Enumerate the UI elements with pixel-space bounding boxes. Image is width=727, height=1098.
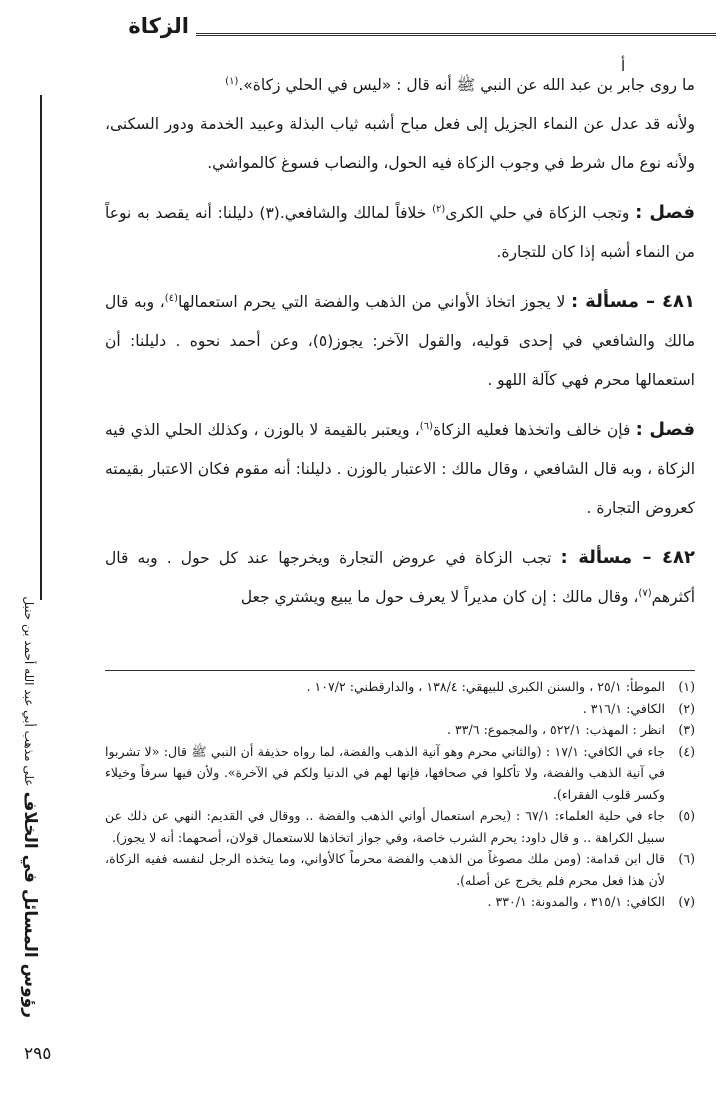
paragraph	[105, 105, 695, 183]
footnote-text: الكافي: ٣١٥/١ ، والمدونة: ٣٣٠/١ .	[487, 894, 665, 909]
footnote-text: قال ابن قدامة: (ومن ملك مصوغاً من الذهب والفضة محرماً كالأواني، وما يتخذه الرجل لنفسه ففيه الزكاة، لأن هذا فعل محرم فلم يخرج عن أصله).	[105, 851, 665, 888]
main-text	[105, 66, 695, 617]
footnote-number: (٣)	[678, 722, 695, 737]
paragraph-masala	[105, 282, 695, 400]
masala-label: ٤٨١ – مسألة :	[570, 291, 695, 312]
header-rule	[196, 33, 716, 36]
footnote-number: (٧)	[678, 894, 695, 909]
paragraph-text-tail: ، وبه قال مالك والشافعي في إحدى قوليه، والقول الآخر: يجوز(٥)، وعن أحمد نحوه . دليلنا: أن استعمالها محرم فهي كآلة اللهو .	[105, 293, 695, 389]
side-title-sub: على مذهب أبي عبد الله أحمد بن حنبل	[22, 596, 36, 787]
section-label: فصل :	[635, 202, 695, 223]
margin-mark: ﺃ	[621, 57, 626, 75]
footnote-text: الكافي: ٣١٦/١ .	[582, 700, 665, 716]
side-title-main: رؤوس المسائل في الخلاف	[20, 791, 40, 1018]
footnote-number: (٥)	[678, 808, 695, 823]
footnote-number: (٢)	[678, 700, 695, 716]
paragraph-masala	[105, 538, 695, 617]
paragraph-text-tail: خلافاً لمالك والشافعي.(٣) دليلنا: أنه يقصد به نوعاً من النماء أشبه إذا كان للتجارة.	[105, 204, 695, 261]
footnote	[105, 891, 695, 913]
footnote-number: (٦)	[678, 851, 695, 866]
paragraph	[105, 66, 695, 105]
footnote	[105, 698, 695, 720]
footnote-ref[interactable]: (٢)	[432, 203, 446, 215]
paragraph-text: ولأنه قد عدل عن النماء الجزيل إلى فعل مباح أشبه ثياب البذلة وعبيد الخدمة ودور السكنى، ولأنه نوع مال شرط في وجوب الزكاة فيه الحول، والنصاب فسوغ كالمواشي.	[105, 115, 695, 172]
footnote-ref[interactable]: (٦)	[419, 420, 433, 432]
paragraph-text: وتجب الزكاة في حلي الكرى	[445, 204, 630, 222]
section-label: فصل :	[635, 419, 696, 440]
paragraph-text-tail: ، ويعتبر بالقيمة لا بالوزن ، وكذلك الحلي الذي فيه الزكاة ، وبه قال الشافعي ، وقال مالك : الاعتبار بالوزن . دليلنا: أنه مقوم فكان الاعتبار بقيمته كعروض التجارة .	[105, 421, 695, 517]
footnote	[105, 741, 695, 806]
footnote-number: (٤)	[678, 743, 695, 759]
paragraph-fasl	[105, 410, 695, 528]
paragraph-text-tail: ، وقال مالك : إن كان مديراً لا يعرف حول ما يبيع ويشتري جعل	[240, 588, 639, 606]
page-number: ٢٩٥	[24, 1044, 52, 1064]
paragraph-text: ما روى جابر بن عبد الله عن النبي ﷺ أنه قال : «ليس في الحلي زكاة».	[238, 76, 695, 94]
footnote-text: جاء في حلية العلماء: ٦٧/١ : (يحرم استعمال أواني الذهب والفضة .. ووقال في القديم: النهي عن ذلك عن سبيل الكراهة .. و قال داود: يحرم الشرب خاصة، وفي جواز اتخاذها للاستعمال قولان، أصحهما: أنه لا يجوز).	[105, 808, 665, 845]
footnote	[105, 848, 695, 891]
paragraph-text: لا يجوز اتخاذ الأواني من الذهب والفضة التي يحرم استعمالها	[177, 293, 566, 311]
masala-label: ٤٨٢ – مسألة :	[560, 547, 695, 568]
footnote-rule	[105, 670, 695, 671]
footnote-ref[interactable]: (٧)	[638, 587, 652, 599]
footnote	[105, 676, 695, 698]
paragraph-text: فإن خالف واتخذها فعليه الزكاة	[432, 421, 631, 439]
side-divider	[40, 95, 42, 600]
footnotes	[105, 676, 695, 913]
side-title	[0, 596, 40, 1018]
footnote	[105, 719, 695, 741]
footnote-ref[interactable]: (٤)	[164, 292, 178, 304]
footnote-text: الموطأ: ٢٥/١ ، والسنن الكبرى للبيهقي: ١٣٨/٤ ، والدارقطني: ١٠٧/٢ .	[306, 679, 665, 694]
running-header-title: الزكاة	[128, 14, 189, 38]
paragraph-fasl	[105, 193, 695, 272]
footnote-ref[interactable]: (١)	[225, 75, 239, 87]
footnote	[105, 805, 695, 848]
footnote-text: جاء في الكافي: ١٧/١ : (والثاني محرم وهو آنية الذهب والفضة، لما رواه حذيفة أن النبي ﷺ قال: «لا تشربوا في آنية الذهب والفضة، ولا تأكلوا في صحافها، فإنها لهم في الدنيا ولكم في الآخرة». ولأن فيها سرفاً وخيلاء وكسر قلوب الفقراء).	[105, 743, 665, 802]
footnote-text: انظر : المهذب: ٥٢٢/١ ، والمجموع: ٣٣/٦ .	[447, 722, 665, 737]
footnote-number: (١)	[678, 679, 695, 694]
paragraph-text: تجب الزكاة في عروض التجارة ويخرجها عند كل حول . وبه قال أكثرهم	[105, 549, 695, 606]
